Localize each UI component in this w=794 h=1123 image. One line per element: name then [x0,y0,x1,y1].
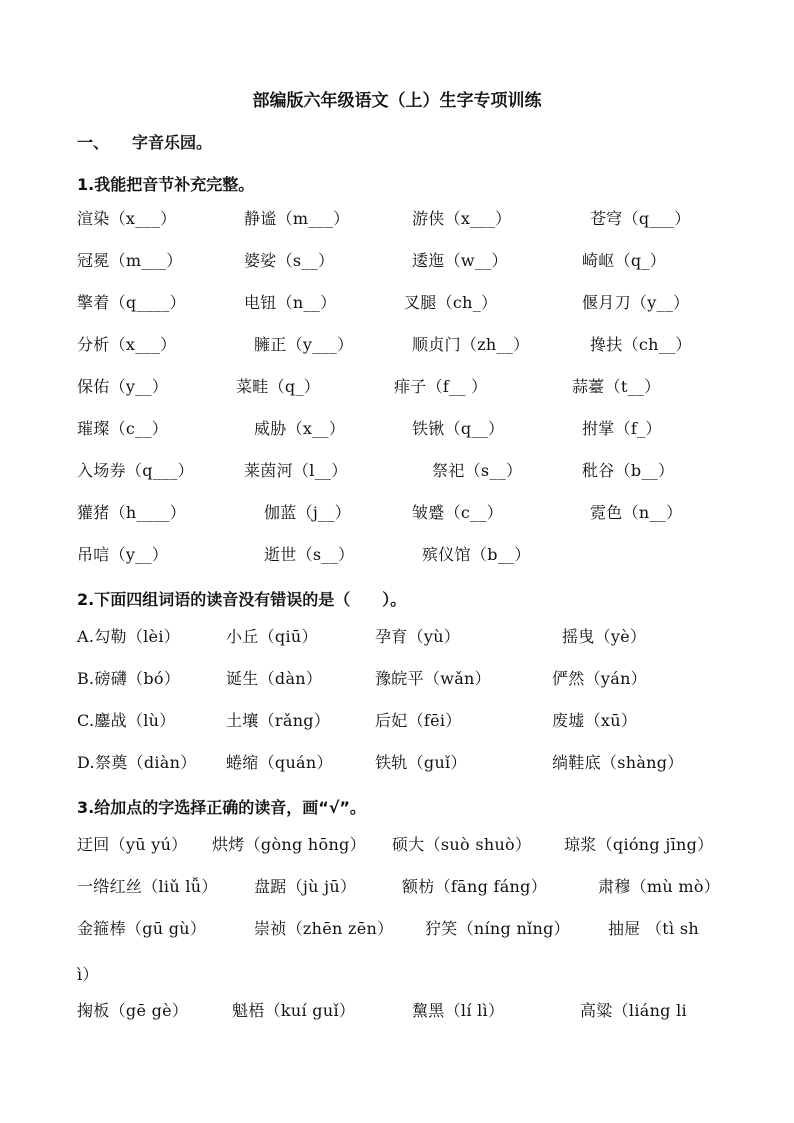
q1-item: 逶迤（w__） [412,251,508,270]
q1-item: 顺贞门（zh__） [412,335,530,354]
q1-item: 菜畦（q_） [236,377,321,396]
q1-row [0,542,794,568]
section-number: 一、 [77,133,110,152]
q2-option-b: B.磅礴（bó） [77,669,181,688]
q1-item: 臃正（y___） [254,335,354,354]
question-2-heading: 2.下面四组词语的读音没有错误的是（ ）。 [77,590,407,609]
section-label: 字音乐园。 [132,133,213,152]
q3-row [0,916,794,942]
q1-item: 叉腿（ch_） [404,293,498,312]
q3-item: 黧黑（lí lì） [412,1001,505,1020]
q3-item: 高粱（liáng li [580,1001,687,1020]
q1-item: 婆娑（s__） [244,251,335,270]
q2-item: 豫皖平（wǎn） [375,669,491,688]
q2-item: 铁轨（guǐ） [375,753,467,772]
question-1-heading: 1.我能把音节补充完整。 [77,175,255,194]
q2-item: 俨然（yán） [552,669,647,688]
q1-row [0,500,794,526]
q3-item-continued: ì） [77,965,99,984]
q1-item: 蒜薹（t__） [572,377,661,396]
q1-item: 崎岖（q_） [582,251,667,270]
q1-item: 游侠（x___） [412,209,512,228]
q2-item: 后妃（fēi） [375,711,462,730]
q3-item: 琼浆（qióng jīng） [564,835,714,854]
q2-item: 摇曳（yè） [562,627,647,646]
q3-row [0,998,794,1024]
q2-row [0,708,794,734]
q2-item: 土壤（rǎng） [226,711,331,730]
q2-row [0,624,794,650]
q1-item: 威胁（x__） [254,419,346,438]
q1-item: 分析（x___） [77,335,177,354]
q2-row [0,666,794,692]
question-3-heading: 3.给加点的字选择正确的读音，画“√”。 [77,798,366,817]
q3-item: 烘烤（gòng hōng） [212,835,366,854]
q1-item: 獾猪（h____） [77,503,187,522]
q1-item: 铁锹（q__） [412,419,505,438]
q1-item: 渲染（x___） [77,209,177,228]
q3-item: 迂回（yū yú） [77,835,188,854]
q1-row [0,332,794,358]
section-heading [77,130,212,153]
q3-row [0,874,794,900]
q3-row [0,962,794,988]
q1-item: 祭祀（s__） [432,461,523,480]
q1-item: 霓色（n__） [590,503,683,522]
q1-row [0,248,794,274]
q2-item: 废墟（xū） [552,711,638,730]
q2-item: 绱鞋底（shàng） [552,753,684,772]
q1-item: 秕谷（b__） [582,461,675,480]
q1-item: 搀扶（ch__） [590,335,692,354]
q1-item: 殡仪馆（b__） [422,545,531,564]
q1-item: 静谧（m___） [244,209,350,228]
q3-item: 硕大（suò shuò） [392,835,532,854]
q2-row [0,750,794,776]
q1-item: 入场券（q___） [77,461,194,480]
q1-item: 擎着（q____） [77,293,186,312]
q1-item: 偃月刀（y__） [582,293,690,312]
page-title: 部编版六年级语文（上）生字专项训练 [252,91,542,111]
q1-item: 电钮（n__） [244,293,337,312]
q3-item: 额枋（fāng fáng） [402,877,548,896]
q1-row [0,416,794,442]
q1-row [0,374,794,400]
q1-item: 皱蹙（c__） [412,503,504,522]
q2-option-c: C.鏖战（lù） [77,711,176,730]
q3-item: 掬板（gē gè） [77,1001,189,1020]
q1-item: 保佑（y__） [77,377,169,396]
q3-item: 盘踞（jù jū） [254,877,357,896]
q3-item: 魁梧（kuí guǐ） [232,1001,356,1020]
q3-row [0,832,794,858]
q3-item: 崇祯（zhēn zēn） [254,919,394,938]
q2-option-a: A.勾勒（lèi） [77,627,181,646]
q2-item: 诞生（dàn） [226,669,323,688]
q2-item: 小丘（qiū） [226,627,318,646]
q1-item: 冠冕（m___） [77,251,183,270]
q1-item: 吊唁（y__） [77,545,169,564]
q1-item: 璀璨（c__） [77,419,169,438]
q1-row [0,290,794,316]
q3-item: 狞笑（níng nǐng） [425,919,570,938]
q2-item: 蜷缩（quán） [226,753,333,772]
q1-item: 苍穹（q___） [590,209,691,228]
q2-item: 孕育（yù） [375,627,461,646]
q1-item: 莱茵河（l__） [244,461,348,480]
q1-row [0,458,794,484]
q1-item: 拊掌（f_） [582,419,662,438]
q3-item: 一绺红丝（liǔ lǚ） [77,877,218,896]
q1-item: 伽蓝（j__） [264,503,352,522]
q3-item: 金箍棒（gū gù） [77,919,207,938]
q1-item: 痱子（f__ ） [394,377,488,396]
q1-item: 逝世（s__） [264,545,355,564]
q3-item: 抽屉 （tì sh [608,919,699,938]
q2-option-d: D.祭奠（diàn） [77,753,197,772]
q3-item: 肃穆（mù mò） [598,877,721,896]
q1-row [0,206,794,232]
